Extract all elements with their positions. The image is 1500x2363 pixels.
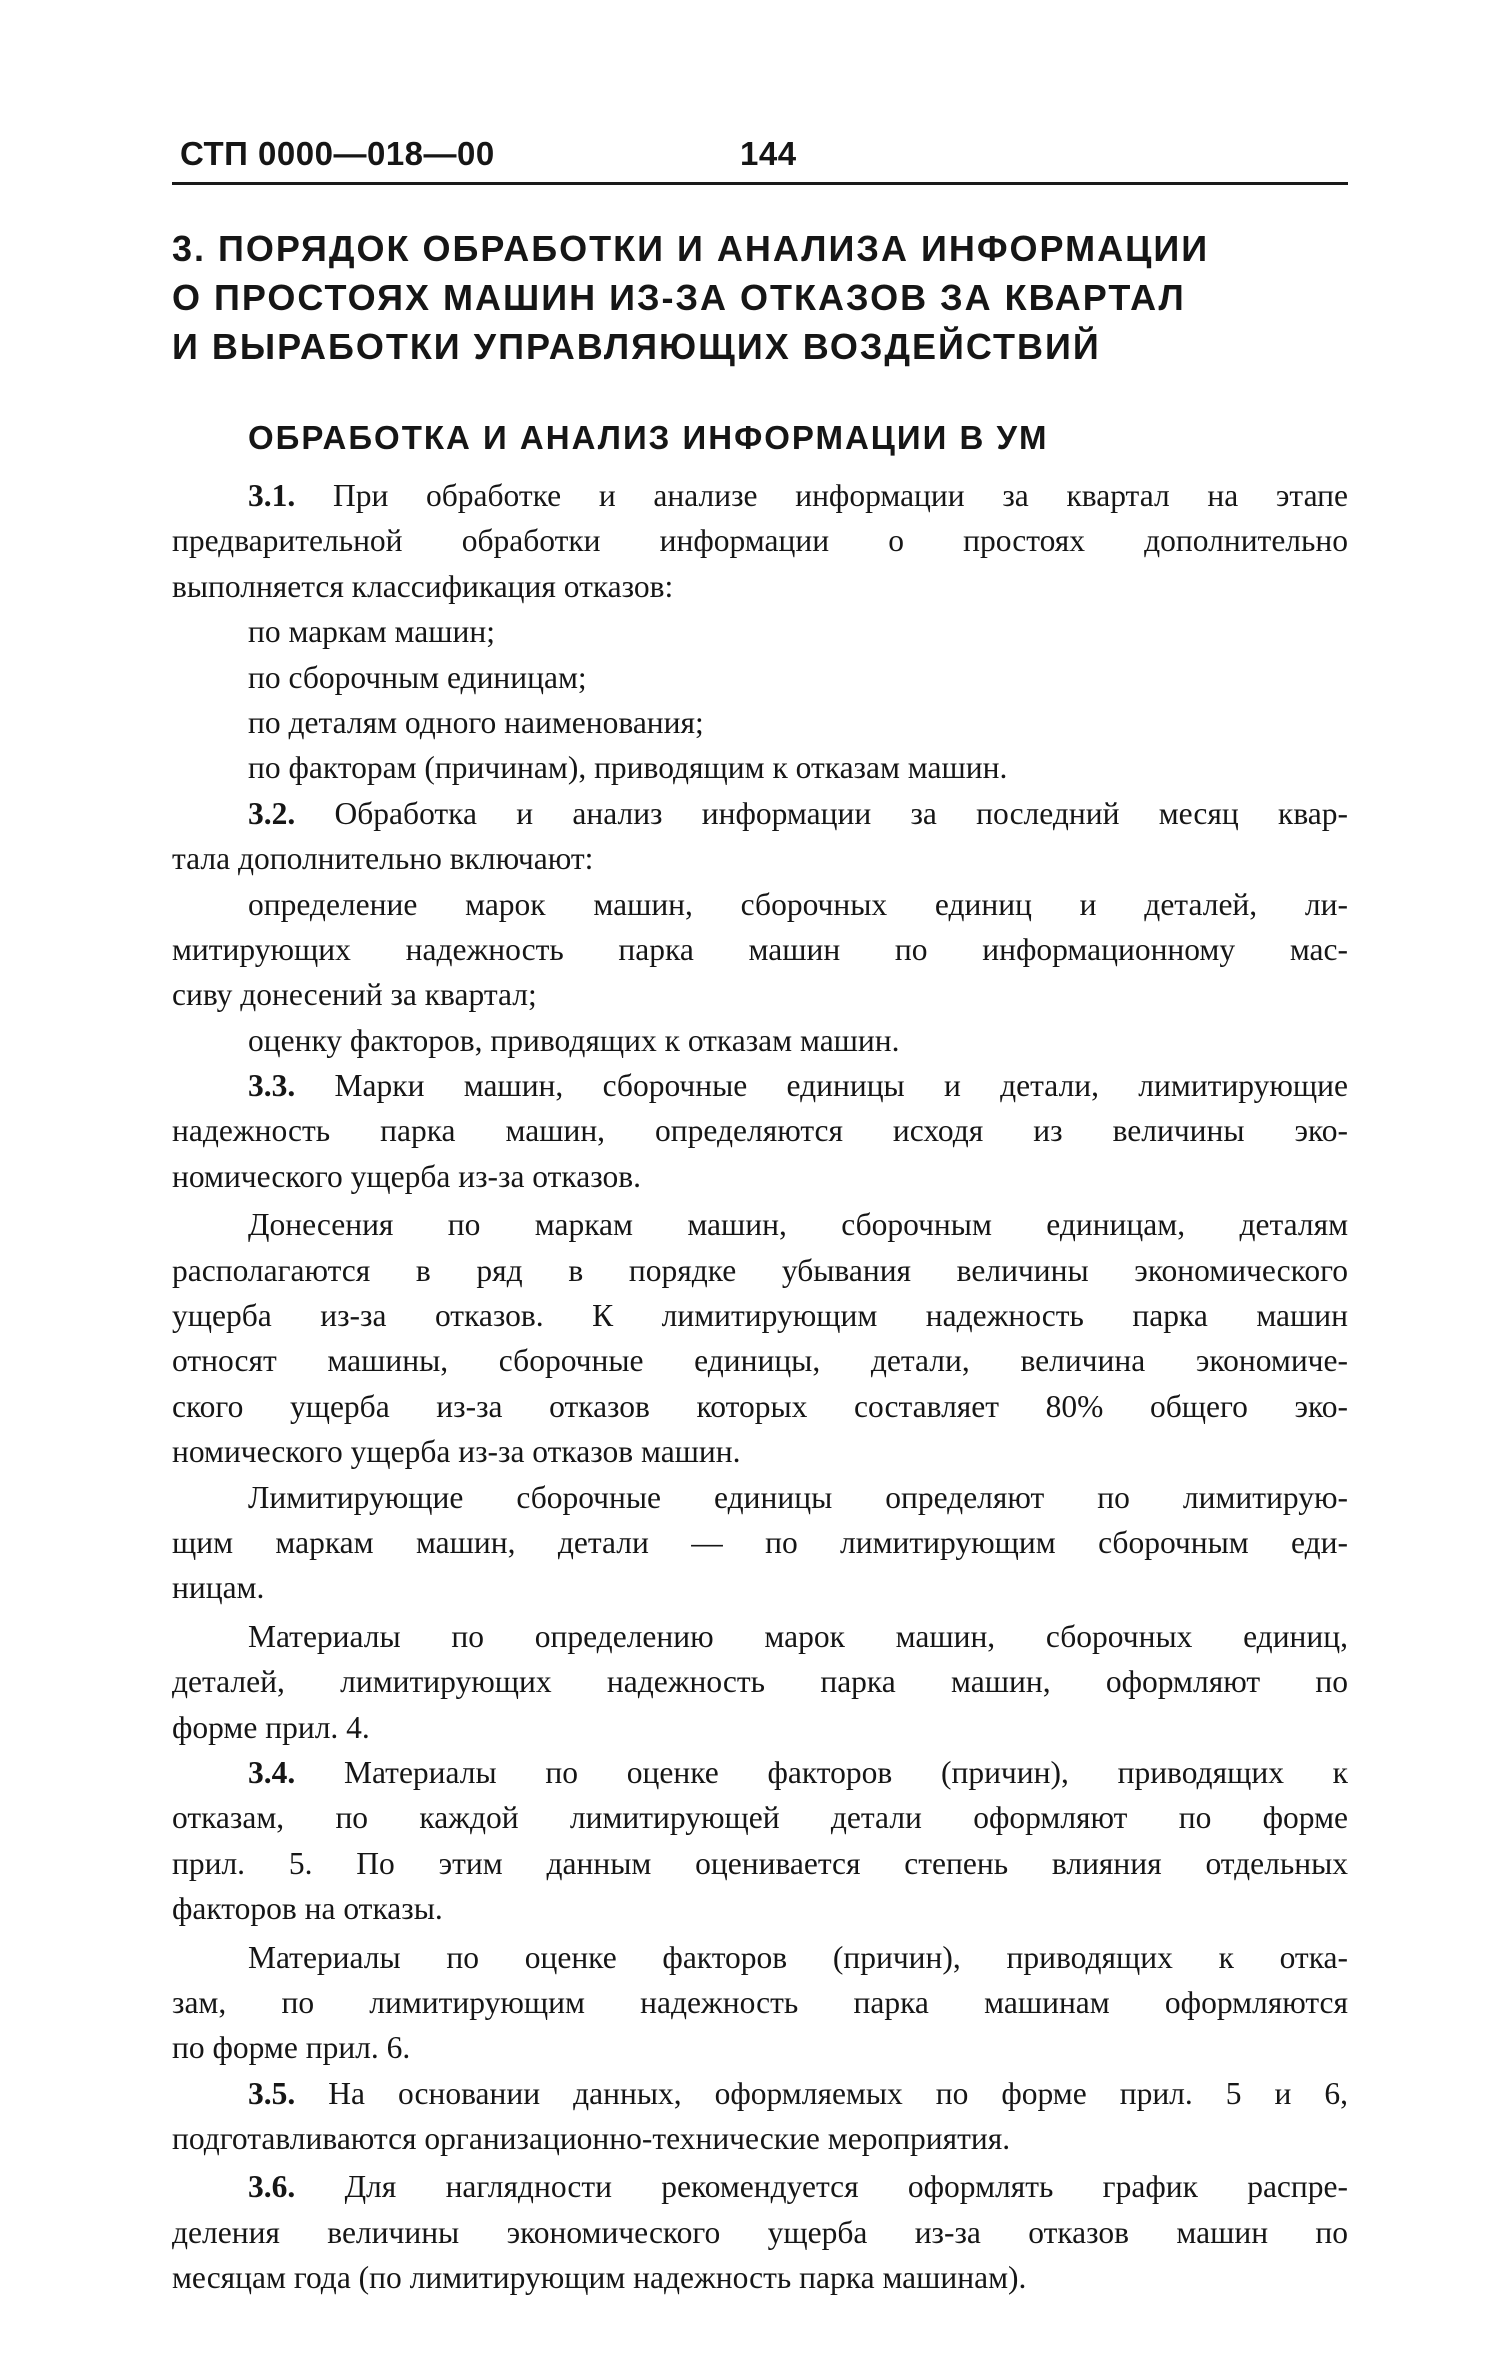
text-line: митирующих надежность парка машин по информационному мас-: [172, 931, 1348, 967]
text-line: оценку факторов, приводящих к отказам машин.: [248, 1022, 900, 1058]
list-item: по сборочным единицам;: [248, 659, 587, 695]
clause-number: 3.6.: [248, 2169, 296, 2205]
text-line: факторов на отказы.: [172, 1891, 443, 1927]
text-line: прил. 5. По этим данным оценивается степень влияния отдельных: [172, 1845, 1348, 1881]
text-line: ущерба из-за отказов. К лимитирующим надежность парка машин: [172, 1298, 1348, 1334]
paragraph-3-4: [172, 1750, 1348, 1932]
text-line: 3.1. При обработке и анализе информации за квартал на этапе: [248, 478, 1348, 513]
page-header: [172, 128, 1348, 180]
text-line: деталей, лимитирующих надежность парка машин, оформляют по: [172, 1664, 1348, 1700]
clause-number: 3.1.: [248, 478, 296, 513]
paragraph-3-2-b: [172, 1018, 1348, 1063]
list-item: по факторам (причинам), приводящим к отказам машин.: [248, 750, 1008, 786]
text-line: 3.4. Материалы по оценке факторов (причин), приводящих к: [248, 1754, 1348, 1790]
clause-number: 3.2.: [248, 795, 296, 831]
document-page: [172, 128, 1348, 2301]
clause-number: 3.3.: [248, 1068, 296, 1104]
text-line: выполняется классификация отказов:: [172, 568, 674, 604]
text-line: ского ущерба из-за отказов которых составляет 80% общего эко-: [172, 1388, 1348, 1424]
text-line: тала дополнительно включают:: [172, 841, 594, 877]
text-line: Лимитирующие сборочные единицы определяют по лимитирую-: [248, 1479, 1348, 1515]
text-line: ницам.: [172, 1570, 265, 1606]
text-line: определение марок машин, сборочных единиц и деталей, ли-: [248, 886, 1348, 922]
section-title-line: И ВЫРАБОТКИ УПРАВЛЯЮЩИХ ВОЗДЕЙСТВИЙ: [172, 326, 1101, 367]
text-line: Материалы по оценке факторов (причин), приводящих к отка-: [248, 1939, 1348, 1975]
text-line: номического ущерба из-за отказов.: [172, 1158, 641, 1194]
text-line: сиву донесений за квартал;: [172, 977, 537, 1013]
paragraph-3-3: [172, 1063, 1348, 1199]
paragraph-3-3-c: [172, 1614, 1348, 1750]
clause-number: 3.4.: [248, 1754, 296, 1790]
text-line: надежность парка машин, определяются исходя из величины эко-: [172, 1113, 1348, 1149]
text-line: Материалы по определению марок машин, сборочных единиц,: [248, 1618, 1348, 1654]
text-line: месяцам года (по лимитирующим надежность парка машинам).: [172, 2260, 1027, 2296]
text-line: по форме прил. 6.: [172, 2030, 411, 2066]
text-line: форме прил. 4.: [172, 1709, 370, 1745]
paragraph-3-3-b: [172, 1475, 1348, 1611]
paragraph-3-2: [172, 791, 1348, 882]
paragraph-3-1: [172, 473, 1348, 609]
text-line: щим маркам машин, детали — по лимитирующим сборочным еди-: [172, 1524, 1348, 1560]
list-item: по маркам машин;: [248, 614, 495, 650]
section-title-line: О ПРОСТОЯХ МАШИН ИЗ-ЗА ОТКАЗОВ ЗА КВАРТАЛ: [172, 277, 1186, 318]
text-line: располагаются в ряд в порядке убывания величины экономического: [172, 1252, 1348, 1288]
document-code: СТП 0000—018—00: [180, 135, 495, 172]
header-rule: [172, 182, 1348, 185]
text-line: отказам, по каждой лимитирующей детали оформляют по форме: [172, 1800, 1348, 1836]
paragraph-3-3-a: [172, 1202, 1348, 1474]
paragraph-3-6: [172, 2164, 1348, 2300]
clause-number: 3.5.: [248, 2075, 296, 2111]
paragraph-3-4-a: [172, 1935, 1348, 2071]
subsection-title: ОБРАБОТКА И АНАЛИЗ ИНФОРМАЦИИ В УМ: [248, 419, 1049, 456]
text-line: 3.2. Обработка и анализ информации за последний месяц квар-: [248, 795, 1348, 831]
page-number: 144: [740, 135, 797, 172]
classification-list: [172, 609, 1348, 791]
paragraph-3-5: [172, 2071, 1348, 2162]
text-line: зам, по лимитирующим надежность парка машинам оформляются: [172, 1984, 1348, 2020]
list-item: по деталям одного наименования;: [248, 704, 704, 740]
paragraph-3-2-a: [172, 882, 1348, 1018]
section-title: [172, 224, 1348, 371]
text-line: номического ущерба из-за отказов машин.: [172, 1434, 741, 1470]
text-line: 3.5. На основании данных, оформляемых по форме прил. 5 и 6,: [248, 2075, 1348, 2111]
text-line: подготавливаются организационно-технические мероприятия.: [172, 2121, 1011, 2157]
text-line: Донесения по маркам машин, сборочным единицам, деталям: [248, 1207, 1348, 1243]
text-line: деления величины экономического ущерба из-за отказов машин по: [172, 2214, 1348, 2250]
text-line: 3.3. Марки машин, сборочные единицы и детали, лимитирующие: [248, 1068, 1349, 1104]
text-line: относят машины, сборочные единицы, детали, величина экономиче-: [172, 1343, 1348, 1379]
document-body: [172, 473, 1348, 2301]
text-line: 3.6. Для наглядности рекомендуется оформлять график распре-: [248, 2169, 1348, 2205]
text-line: предварительной обработки информации о простоях дополнительно: [172, 523, 1348, 559]
section-title-line: 3. ПОРЯДОК ОБРАБОТКИ И АНАЛИЗА ИНФОРМАЦИИ: [172, 228, 1210, 269]
